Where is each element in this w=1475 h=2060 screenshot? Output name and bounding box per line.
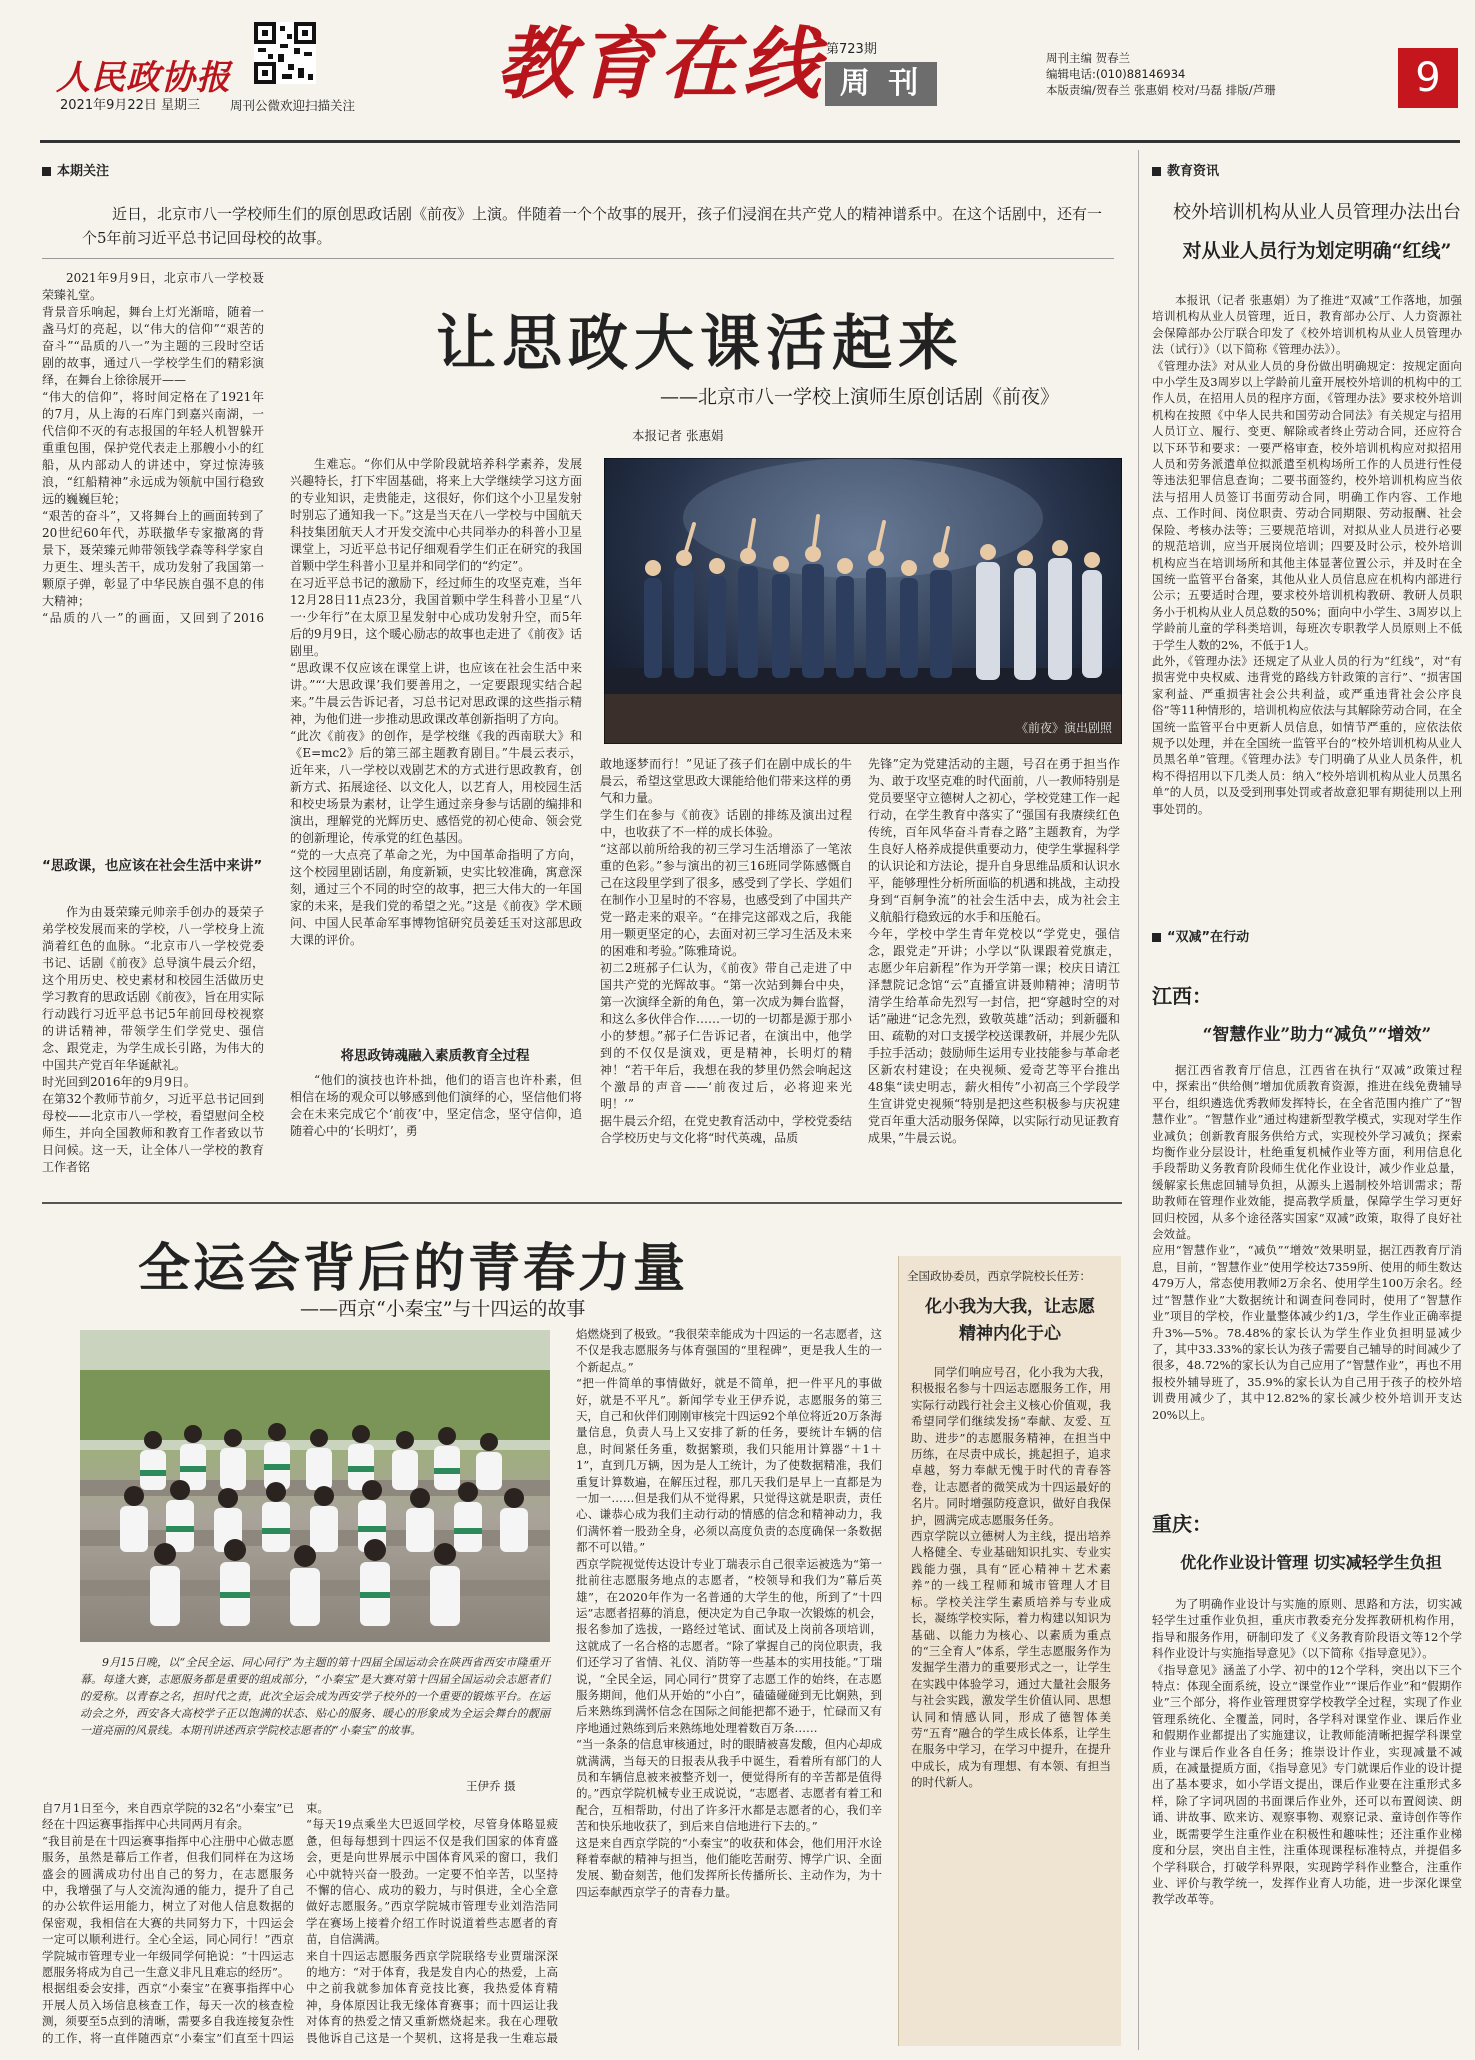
main-subhead: ——北京市八一学校上演师生原创话剧《前夜》 xyxy=(660,386,1060,408)
story-column-4: 先锋”定为党建活动的主题，号召在勇于担当作为、敢于攻坚克难的时代面前，八一教师特别是党员要坚守立德树人之初心，学校党建工作一起行动，在学生教育中落实了“强国有我赓续红色传统，百年风华奋斗青春之路”主题教育，为学生良好人格养成提供重要动力，使学生掌握科学的认识论和方法论，提升自身思维品质和认识水平，能够理性分析所面临的机遇和挑战，主动投身到“百舸争流”的社会生活中去，成为社会主义航船行稳致远的水手和压舱石。 今年，学校中学生青年党校以“学党史，强信念，跟党走”开讲；小学以“队课跟着党旗走，志愿少年启新程”作为开学第一课；校庆日请江泽慧院记念馆“云”直播宣讲聂帅精神；清明节清学生给革命先烈写一封信，把“穿越时空的对话”融进“记念先烈，致敬英雄”活动；到新疆和田、疏勒的对口支援学校送课教研，并展少先队手拉手活动；鼓励师生运用专业技能参与革命老区新农村建设；在央视频、爱奇艺等平台推出48集“读史明志，薪火相传”小初高三个学段学生宣讲党史视频“特别是把这些积极参与庆祝建党百年重大活动服务保障，以实际行动见证教育成果，”牛晨云说。 xyxy=(868,757,1120,1145)
lead-paragraph: 近日，北京市八一学校师生们的原创思政话剧《前夜》上演。伴随着一个个故事的展开，孩子们浸润在共产党人的精神谱系中。在这个话剧中，还有一个5年前习近平总书记回母校的故事。 xyxy=(82,205,1103,247)
section-marker-icon xyxy=(42,167,51,176)
chongqing-headline: 优化作业设计管理 切实减轻学生负担 xyxy=(1180,1553,1442,1572)
story-bottom-rule xyxy=(42,1202,1122,1204)
newspaper-logo: 人民政协报 xyxy=(56,58,231,98)
photo-credit: 王伊乔 摄 xyxy=(466,1779,516,1793)
story-column-1-continued xyxy=(42,628,264,854)
page-number: 9 xyxy=(1398,48,1458,108)
feature-photo-caption: 9月15日晚，以“全民全运、同心同行”为主题的第十四届全国运动会在陕西省西安市隆重开幕。每逢大赛，志愿服务都是重要的组成部分，“小秦宝”是大赛对第十四届全国运动会志愿者们的爱称。以青春之名，担时代之责，此次全运会成为西安学子校外的一个重要的锻炼平台。在运动会之外，西安各大高校学子正以饱满的状态、贴心的服务、暖心的形象成为全运会舞台的靓丽一道亮丽的风景线。本期刊讲述西京学院校志愿者的“小秦宝”的故事。 xyxy=(80,1656,550,1737)
credits-line: 本版责编/贺春兰 张惠娟 校对/马磊 排版/芦珊 xyxy=(1046,83,1276,97)
chongqing-body: 为了明确作业设计与实施的原则、思路和方法，切实减轻学生过重作业负担，重庆市教委充分发挥教研机构作用，指导和服务作用，研制印发了《义务教育阶段语文等12个学科作业设计与实施指导意见》（以下简称《指导意见》）。 《指导意见》涵盖了小学、初中的12个学科，突出以下三个特点：体现全面系统，设立“课堂作业”“课后作业”和“假期作业”三个部分，将作业管理贯穿学校教学全过程，实现了作业管理系统化、全覆盖，同时，各学科对课堂作业、课后作业和假期作业都提出了实施建议，让教师能清晰把握学科课堂作业与课后作业各自任务；推崇设计作业，实现减量不减质，在减量提质方面，《指导意见》专门就课后作业的设计提出了基本要求，如小学语文提出，课后作业要在注重形式多样，除了字词巩固的书面课后作业外，还可以布置阅读、朗诵、讲故事、欧来访、观察事物、观察记录、童诗创作等作业，既需要学生注重作业在积极性和趣味性；还注重作业梯度和分层，突出自主性，注重体现课程标准特点，并提倡多个学科联合，打破学科界限，实现跨学科作业整合，注重作业、评价与教学统一，发挥作业育人功能，进一步深化课堂教学改革等。 xyxy=(1152,1597,1462,1907)
story-column-2: 生难忘。“你们从中学阶段就培养科学素养，发展兴趣特长，打下牢固基础，将来上大学继续学习这方面的专业知识，走贵能走，这很好，你们这个小卫星发射时别忘了通知我一下。”这是当天在八一学校与中国航天科技集团航天人才开发交流中心共同举办的科普小卫星课堂上，习近平总书记仔细观看学生们正在研究的我国首颗中学生科普小卫星并和同学们的“约定”。 在习近平总书记的激励下，经过师生的攻坚克难，当年12月28日11点23分，我国首颗中学生科普小卫星“八一·少年行”在太原卫星发射中心成功发射升空，而5年后的9月9日，这个暖心励志的故事也走进了《前夜》话剧里。 “思政课不仅应该在课堂上讲，也应该在社会生活中来讲。”“‘大思政课’我们要善用之，一定要跟现实结合起来。”牛晨云告诉记者，习总书记对思政课的这些指示精神，为他们进一步推动思政课改革创新指明了方向。 “此次《前夜》的创作，是学校继《我的西南联大》和《E=mc2》后的第三部主题教育剧目。”牛晨云表示，近年来，八一学校以戏剧艺术的方式进行思政教育，创新方式、拓展途径、以文化人，以艺育人，用校园生活和校史场景为素材，让学生通过亲身参与话剧的编排和演出，理解党的光辉历史、感悟党的初心使命、领会党的创新理论，传承党的红色基因。 “党的一大点亮了革命之光，为中国革命指明了方向，这个校园里剧话剧，角度新颖，史实比较准确，寓意深刻，通过三个不同的时空的故事，把三大伟大的一年国家的未来，是我们党的希望之光。”这是《前夜》学术顾问、中国人民革命军事博物馆研究员姜廷玉对这部思政大课的评价。 xyxy=(290,457,582,947)
jiangxi-headline: “智慧作业”助力“减负”“增效” xyxy=(1202,1025,1432,1045)
jiangxi-body: 据江西省教育厅信息，江西省在执行“双减”政策过程中，探索出“供给侧”增加优质教育资源，推进在线免费辅导平台，组织遴选优秀教师发挥特长，在全省范围内推广了“智慧作业”。“智慧作业”通过构建新型教学模式，实现对学生作业减负；创新教育服务供给方式，实现校外学习减负；探索均衡作业分层设计，杜绝重复机械作业等方面，利用信息化手段帮助义务教育阶段师生优化作业设计，减少作业总量，缓解家长焦虑回辅导负担，从源头上遏制校外培训需求；帮助教师在管理作业效能，提高教学质量，保障学生学习更好回归校园，从多个途径落实国家“双减”政策，取得了良好社会效益。 应用“智慧作业”，“减负”“增效”效果明显，据江西教育厅消息，目前，“智慧作业”使用学校达7359所、使用的师生数达479万人，常态使用教师2万余名、使用学生100万余名。经过“智慧作业”大数据统计和调查问卷同时，使用了“智慧作业”项目的学校，作业量整体减少约1/3，学生作业正确率提升3%—5%。78.48%的家长认为学生作业负担明显减少了，其中33.33%的家长认为孩子需要自己辅导的时间减少了很多，48.72%的家长认为自己应用了“智慧作业”，再也不用报校外辅导班了，35.9%的家长认为自己用于孩子的校外培训费用减少了，其中12.82%的家长减少校外培训开支达20%以上。 xyxy=(1152,1063,1462,1422)
volunteer-group-photo xyxy=(80,1330,550,1642)
section-label-double-reduction: “双减”在行动 xyxy=(1152,926,1249,945)
region-chongqing: 重庆： xyxy=(1152,1512,1212,1536)
feature-column-2: 束。 “每天19点乘坐大巴返回学校，尽管身体略显疲惫，但每每想到十四运不仅是我们国家的体育盛会，更是向世界展示中国体育风采的窗口，我们心中就特兴奋一股劲。一定要不怕辛苦，以坚持不懈的信心、成功的毅力，与时俱进，全心全意做好志愿服务。”西京学院城市管理专业刘浩浩同学在赛场上接着介绍工作时说道着些志愿者的育苗，自信满满。 来自十四运志愿服务西京学院联络专业贾瑞深深的地方：“对于体育，我是发自内心的热爱，上高中之前我就参加体育竞技比赛，我热爱体育精神，身体原因让我无缘体育赛事；而十四运让我对体育的热爱之情又重新燃烧起来。我在心理敬畏他诉自己这是一个契机，这将是我一生难忘最 xyxy=(306,1801,558,2044)
section-marker-icon xyxy=(1152,933,1161,942)
feature-column-3: 焰燃烧到了极致。“我很荣幸能成为十四运的一名志愿者，这不仅是我志愿服务与体育强国的“里程碑”，更是我人生的一个新起点。” “把一件简单的事情做好，就是不简单，把一件平凡的事做好，就是不平凡”。新闻学专业王伊乔说，志愿服务的第三天，自己和伙伴们刚刚审核完十四运92个单位将近20万条海量信息，负责人马上又安排了新的任务，要统计车辆的信息，时间紧任务重，数据繁琐，我们只能用计算器“＋1＋1”，直到几万辆，因为是人工统计，为了使数据精准，我们重复计算数遍，在解压过程，那几天我们是早上一直都是为一加一……但是我们从不觉得累，只觉得这就是职责，责任心、谦恭心成为我们主动行动的情感的信念和精神动力，我们满怀着一股劲全身，必须以高度负责的态度确保一条数据都不可以错。” 西京学院视觉传达设计专业丁瑞表示自己很幸运被选为“第一批前往志愿服务地点的志愿者，“校领导和我们为”幕后英雄”，在2020年作为一名普通的大学生的他，所到了“十四运”志愿者招募的消息，便决定为自己争取一次锻炼的机会，报名参加了选拔，一路经过笔试、面试及上岗前各项培训，这就成了一名合格的志愿者。“除了掌握自己的岗位职责，我们还学习了省情、礼仪、消防等一些基本的实用技能。”丁瑞说，“全民全运，同心同行”贯穿了志愿工作的始终，在志愿服务期间，他们从开始的“小白”，磕磕碰碰到无比娴熟，到后来熟练到满怀信念在国际之间能把都不逊于，忙碌而又有序地通过熟练到后来熟练地处理着数百万条…… “当一条条的信息审核通过，时的眼睛被喜发酸，但内心却成就满满，当每天的日报表从我手中诞生，看着所有部门的人员和车辆信息被来被整齐划一，便觉得所有的辛苦都是值得的。”西京学院机械专业王成说说，“志愿者、志愿者有着工和配合，互相帮助，付出了许多汗水都是志愿者的心，我们辛苦和快乐地收获了，到后来自信地进行下去的。” 这是来自西京学院的“小秦宝”的收获和体会，他们用汗水诠释着奉献的精神与担当，他们能吃苦耐劳、博学广识、全面发展、勤奋刻苦，他们发挥所长传播所长、主动作为，为十四运奉献西京学子的青春力量。 xyxy=(576,1327,882,1899)
section-marker-icon xyxy=(1152,167,1161,176)
phone-line: 编辑电话:(010)88146934 xyxy=(1046,67,1186,81)
interview-body: 同学们响应号召，化小我为大我，积极报名参与十四运志愿服务工作，用实际行动践行社会主义核心价值观，我希望同学们继续发扬“奉献、友爱、互助、进步”的志愿服务精神，在担当中历练，在尽责中成长，挑起担子，追求卓越，努力奉献无愧于时代的青春答卷，让志愿者的微笑成为十四运最好的名片。同时增强防疫意识，做好自我保护，圆满完成志愿服务任务。 西京学院以立德树人为主线，提出培养人格健全、专业基础知识扎实、专业实践能力强，具有“匠心精神＋艺术素养”的一线工程师和城市管理人才目标。学校关注学生素质培养与专业成长，凝练学校实际，着力构建以知识为基础、以能力为核心、以素质为重点的“三全育人”体系，学生志愿服务作为发掘学生潜力的重要形式之一，让学生在实践中体验学习，通过大量社会服务与社会实践，激发学生价值认同、思想认同和情感认同，形成了德智体美劳“五育”融合的学生成长体系，让学生在服务中学习，在学习中提升，在提升中成长，成为有理想、有本领、有担当的时代新人。 xyxy=(911,1365,1111,1790)
feature-subhead: ——西京“小秦宝”与十四运的故事 xyxy=(300,1298,586,1320)
interview-headline: 化小我为大我，让志愿精神内化于心 xyxy=(925,1297,1095,1344)
story-text: 2021年9月9日，北京市八一学校聂荣臻礼堂。 背景音乐响起，舞台上灯光渐暗，随着一盏马灯的亮起，以“伟大的信仰”“艰苦的奋斗”“品质的八一”为主题的三段时空话剧的故事，通过八一学校学生们的精彩演绎，在舞台上徐徐展开—— “伟大的信仰”，将时间定格在了1921年的7月，从上海的石库门到嘉兴南湖，一代信仰不灭的有志报国的年轻人机智躲开重重包围，保护党代表走上那艘小小的红船，从内部动人的讲述中，穿过惊涛骇浪，“红船精神”永远成为领航中国行稳致远的巍巍巨轮； “艰苦的奋斗”，又将舞台上的画面转到了20世纪60年代，苏联撤华专家撤离的背景下，聂荣臻元帅带领钱学森等科学家自力更生、埋头苦干，成功发射了我国第一颗原子弹，彰显了中华民族自强不息的伟大精神； “品质的八一”的画面，又回到了2016 xyxy=(42,271,264,625)
story-column-2b: “他们的演技也许朴拙，他们的语言也许朴素，但相信在场的观众可以够感到他们演绎的心，坚信他们将会在未来完成它个‘前夜’中，坚定信念，坚守信仰，追随着心中的‘长明灯’，勇 xyxy=(290,1073,582,1138)
byline: 本报记者 张惠娟 xyxy=(632,428,724,443)
photo-caption: 《前夜》演出剧照 xyxy=(1015,721,1112,735)
news-body: 本报讯（记者 张惠娟）为了推进“双减”工作落地，加强培训机构从业人员管理，近日，教育部办公厅、人力资源社会保障部办公厅联合印发了《校外培训机构从业人员管理办法（试行）》（以下简称《管理办法》）。 《管理办法》对从业人员的身份做出明确规定：按规定面向中小学生及3周岁以上学龄前儿童开展校外培训的机构中的工作人员，在招用人员的程序方面，《管理办法》要求校外培训机构在按照《中华人民共和国劳动合同法》有关规定与招用人员订立、履行、变更、解除或者终止劳动合同，还应符合以下环节和要求：一要严格审查，校外培训机构应对拟招用人员和劳务派遣单位拟派遣至机构场所工作的人员进行性侵等违法犯罪信息查询；二要书面签约，校外培训机构应当依法与招用人员签订书面劳动合同，明确工作内容、工作地点、工作时间、岗位职责、劳动合同期限、劳动报酬、社会保险、考核办法等；三要规范培训，对拟从业人员进行必要的规范培训，应当开展岗位培训；四要及时公示，校外培训机构应当在培训场所和其他主体显著位置公示，并及时在全国统一监管平台备案，其他从业人员信息应在机构内部进行公示；五要适时合理，要求校外培训机构教研、教研人员职务小于机构从业人员总数的50%；面向中小学生、3周岁以上学龄前儿童的学科类培训，每班次专职教学人员原则上不低于学生人数的2%，不低于1人。 此外，《管理办法》还规定了从业人员的行为“红线”，对“有损害党中央权威、违背党的路线方针政策的言行”、“损害国家利益、严重损害社会公共利益，或严重违背社会公序良俗”等11种情形的，培训机构应依法与其解除劳动合同，在全国统一监管平台中更新人员信息，如情节严重的，应依法依规予以处理，并在全国统一监管平台的“校外培训机构从业人员黑名单”管理。《管理办法》专门明确了从业人员条件，机构不得招用以下几类人员：纳入“校外培训机构从业人员黑名单”的人员，以及受到刑事处罚或者故意犯罪有期徒刑以上刑事处罚的。 xyxy=(1152,293,1462,816)
section-label-news: 教育资讯 xyxy=(1152,160,1219,179)
header-rule xyxy=(40,140,1460,143)
region-jiangxi: 江西： xyxy=(1152,984,1212,1008)
weekly-badge: 周 刊 xyxy=(825,62,937,106)
main-headline: 让思政大课活起来 xyxy=(436,309,964,379)
editor-line: 周刊主编 贺春兰 xyxy=(1046,51,1131,65)
story-column-1 xyxy=(42,270,264,628)
news-headline-top: 校外培训机构从业人员管理办法出台 xyxy=(1173,202,1461,223)
interview-box xyxy=(898,1256,1121,2046)
issue-date: 2021年9月22日 星期三 xyxy=(60,98,201,113)
lead-rule xyxy=(42,258,1114,259)
section-label-focus: 本期关注 xyxy=(42,160,109,179)
qr-code-icon xyxy=(254,22,316,84)
story-subtitle-2: 将思政铸魂融入素质教育全过程 xyxy=(340,1048,530,1064)
interview-kicker: 全国政协委员，西京学院校长任芳： xyxy=(907,1269,1091,1283)
story-column-1b: 作为由聂荣臻元帅亲手创办的聂荣子弟学校发展而来的学校，八一学校身上流淌着红色的血脉。“北京市八一学校党委书记、话剧《前夜》总导演牛晨云介绍，这个用历史、校史素材和校园生活做历史学习教育的思政话剧《前夜》，旨在用实际行动践行习近平总书记5年前回母校视察的讲话精神，带领学生们学党史、强信念、跟党走，为学生成长引路，为伟大的中国共产党百年华诞献礼。 时光回到2016年的9月9日。 在第32个教师节前夕，习近平总书记回到母校——北京市八一学校，看望慰问全校师生，并向全国教师和教育工作者致以节日问候。这一天，让全体八一学校的教育工作者铭 xyxy=(42,905,264,1174)
masthead xyxy=(0,0,1475,118)
editor-info xyxy=(1046,50,1276,98)
issue-number: 第723期 xyxy=(826,42,877,57)
right-divider xyxy=(1138,150,1139,2050)
news-headline-main: 对从业人员行为划定明确“红线” xyxy=(1182,240,1452,262)
stage-photo xyxy=(604,458,1122,744)
feature-headline: 全运会背后的青春力量 xyxy=(138,1239,689,1299)
story-column-3: 敢地逐梦而行！”见证了孩子们在剧中成长的牛晨云，希望这堂思政大课能给他们带来这样的勇气和力量。 学生们在参与《前夜》话剧的排练及演出过程中，也收获了不一样的成长体验。 “这部以前所给我的初三学习生活增添了一笔浓重的色彩。”参与演出的初三16班同学陈感慨自己在这段里学到了很多，感受到了学长、学姐们在制作小卫星时的不容易，也感受到了中国共产党一路走来的艰辛。“在排完这部戏之后，我能用一颗更坚定的心，去面对初三学习生活及未来的困难和考验。”陈雅琦说。 初二2班郝子仁认为，《前夜》带自己走进了中国共产党的光辉故事。“第一次站到舞台中央，第一次演绎全新的角色，第一次成为舞台监督，和这么多伙伴合作……一切的一切都是源于那小小的梦想。”郝子仁告诉记者，在演出中，他学到的不仅仅是演戏，更是精神，长明灯的精神！“若干年后，我想在我的梦里仍然会响起这个激昂的声音——‘前夜过后，必将迎来光明！’” 据牛晨云介绍，在党史教育活动中，学校党委结合学校历史与文化将“时代英魂，品质 xyxy=(600,757,852,1145)
section-title: 教育在线 xyxy=(496,19,825,110)
qr-caption: 周刊公微欢迎扫描关注 xyxy=(230,98,356,113)
story-subtitle-1: “思政课，也应该在社会生活中来讲” xyxy=(42,858,263,874)
feature-column-1: 自7月1日至今，来自西京学院的32名“小秦宝”已经在十四运赛事指挥中心共同两月有余。 “我目前是在十四运赛事指挥中心注册中心做志愿服务，虽然是幕后工作者，但我们同样在为这场盛会的圆满成功付出自己的努力，在志愿服务中，我增强了与人交流沟通的能力，提升了自己的办公软件运用能力，树立了对他人信息数据的保密观，我相信在大赛的共同努力下，十四运会一定可以顺利进行。全心全运，同心同行！”西京学院城市管理专业一年级同学何艳说：“十四运志愿服务将成为自己一生意义非凡且难忘的经历”。 根据组委会安排，西京“小秦宝”在赛事指挥中心开展人员入场信息核查工作，每天一次的核查检测，须要至5点到的清晰，需要多自我连接复杂性的工作，将一直伴随西京“小秦宝”们直至十四运 xyxy=(42,1801,294,2044)
